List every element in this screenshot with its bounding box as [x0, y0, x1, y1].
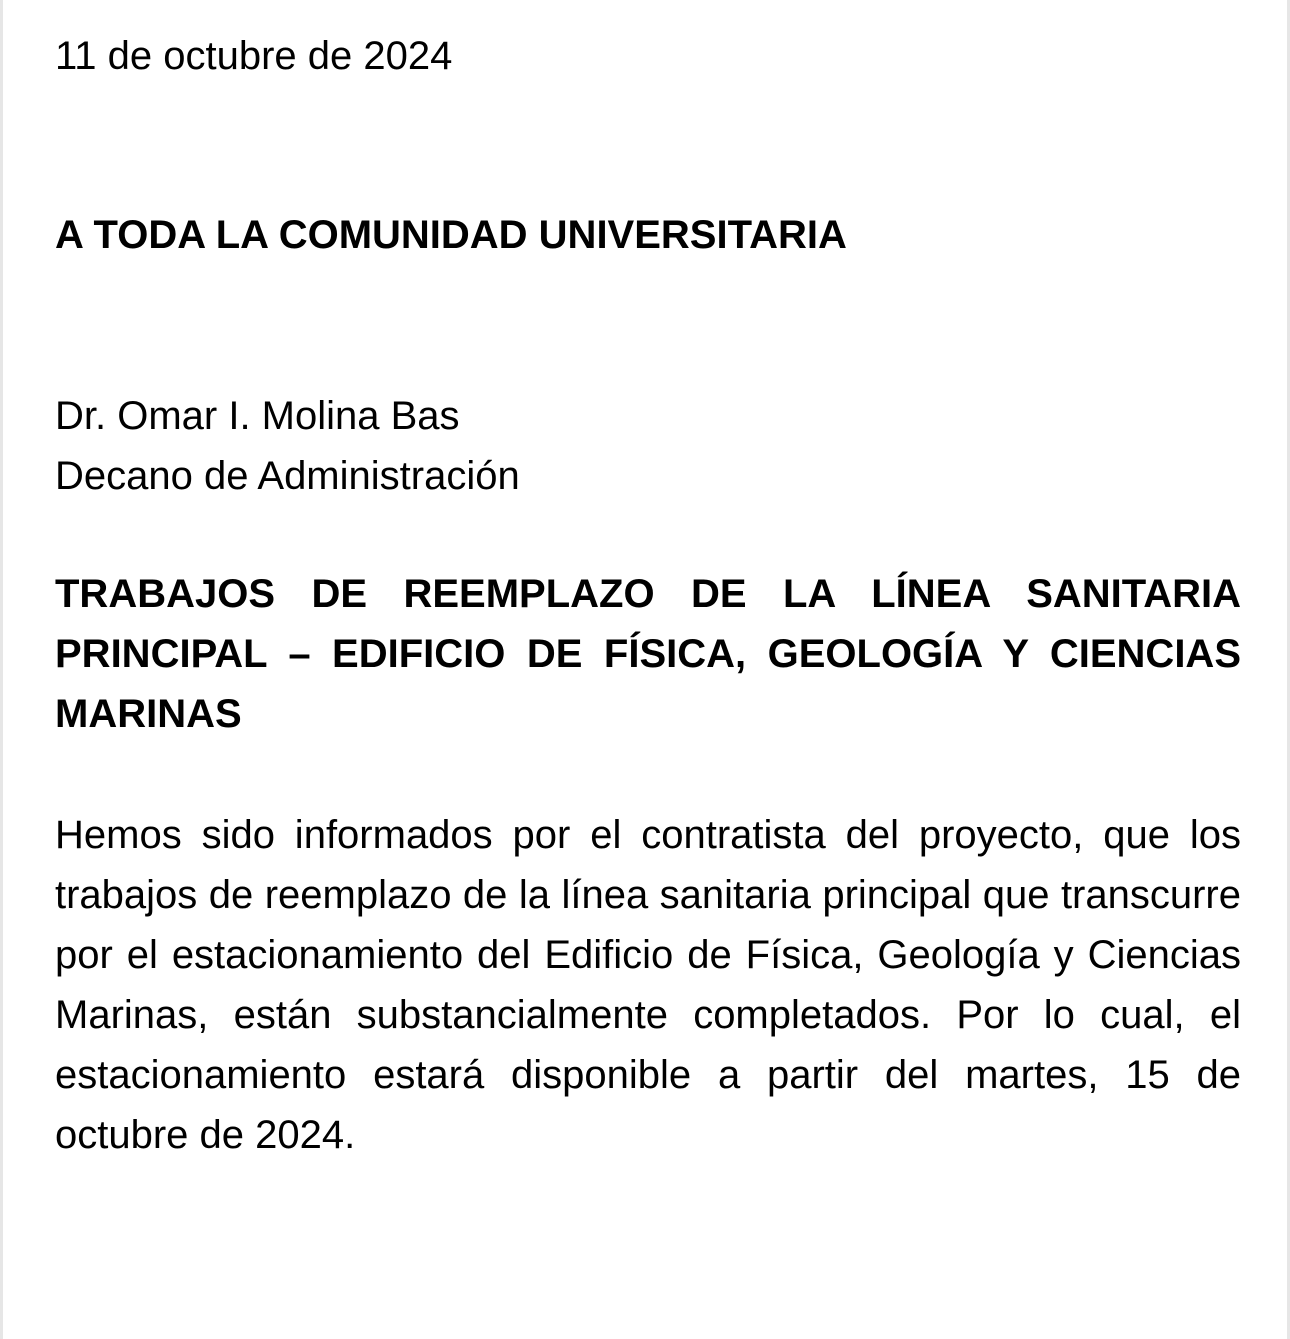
salutation: A TODA LA COMUNIDAD UNIVERSITARIA: [55, 213, 847, 257]
document-date: 11 de octubre de 2024: [55, 34, 453, 78]
subject-heading: TRABAJOS DE REEMPLAZO DE LA LÍNEA SANITARIA PRINCIPAL – EDIFICIO DE FÍSICA, GEOLOGÍA Y CIENCIAS MARINAS: [55, 572, 1241, 736]
sender-name: Dr. Omar I. Molina Bas: [55, 394, 460, 438]
sender-block: [55, 386, 1241, 506]
sender-title: Decano de Administración: [55, 454, 520, 498]
body-paragraph: Hemos sido informados por el contratista del proyecto, que los trabajos de reemplazo de la línea sanitaria principal que transcurre por el estacionamiento del Edificio de Física, Geología y Ciencias Marinas, están substancialmente completados. Por lo cual, el estacionamiento estará disponible a partir del martes, 15 de octubre de 2024.: [55, 813, 1241, 1157]
